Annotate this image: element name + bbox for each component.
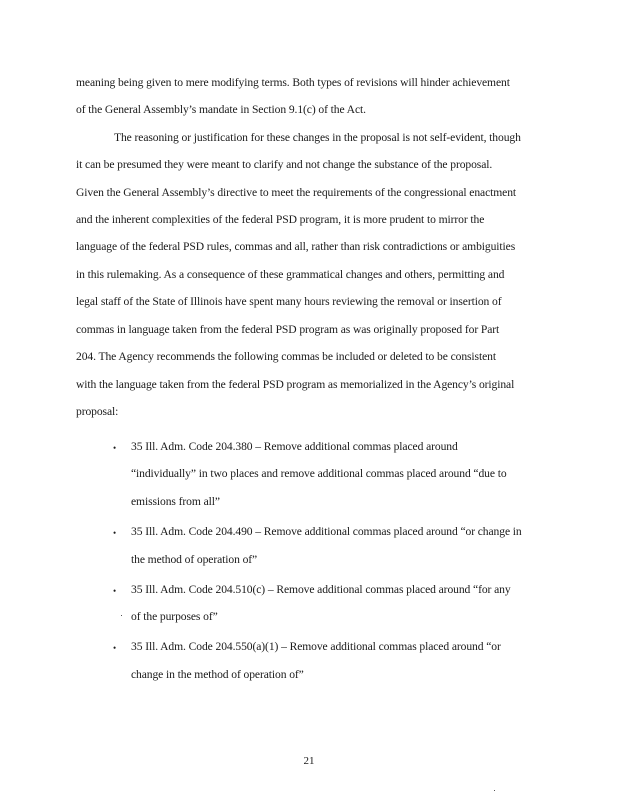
body-line-6: and the inherent complexities of the federal PSD program, it is more prudent to mirror the [76,213,485,226]
bullet-1-line-1: 35 Ill. Adm. Code 204.380 – Remove additional commas placed around [131,440,458,453]
body-line-11: 204. The Agency recommends the following commas be included or deleted to be consistent [76,350,496,363]
body-line-9: legal staff of the State of Illinois have spent many hours reviewing the removal or insertion of [76,295,502,308]
bullet-marker-3: • [113,586,117,596]
bullet-2-line-1: 35 Ill. Adm. Code 204.490 – Remove additional commas placed around “or change in [131,525,522,538]
body-line-3: The reasoning or justification for these changes in the proposal is not self-evident, though [114,131,521,144]
scan-speck [121,615,122,616]
body-line-12: with the language taken from the federal PSD program as memorialized in the Agency’s original [76,378,515,391]
body-line-8: in this rulemaking. As a consequence of these grammatical changes and others, permitting and [76,268,505,281]
body-line-7: language of the federal PSD rules, commas and all, rather than risk contradictions or ambiguities [76,240,516,253]
bullet-3-line-1: 35 Ill. Adm. Code 204.510(c) – Remove additional commas placed around “for any [131,583,511,596]
scan-speck [494,790,495,791]
bullet-4-line-2: change in the method of operation of” [131,668,304,681]
body-line-1: meaning being given to mere modifying terms. Both types of revisions will hinder achievement [76,76,510,89]
bullet-3-line-2: of the purposes of” [131,610,218,623]
bullet-4-line-1: 35 Ill. Adm. Code 204.550(a)(1) – Remove additional commas placed around “or [131,640,501,653]
page-number: 21 [303,755,315,767]
bullet-2-line-2: the method of operation of” [131,553,258,566]
body-line-2: of the General Assembly’s mandate in Section 9.1(c) of the Act. [76,103,366,116]
bullet-marker-2: • [113,528,117,538]
bullet-marker-4: • [113,643,117,653]
body-line-4: it can be presumed they were meant to clarify and not change the substance of the proposal. [76,158,493,171]
bullet-1-line-2: “individually” in two places and remove additional commas placed around “due to [131,467,507,480]
bullet-marker-1: • [113,443,117,453]
bullet-1-line-3: emissions from all” [131,495,220,508]
body-line-13: proposal: [76,405,119,418]
body-line-5: Given the General Assembly’s directive to meet the requirements of the congressional enactment [76,186,517,199]
body-line-10: commas in language taken from the federal PSD program as was originally proposed for Part [76,323,500,336]
